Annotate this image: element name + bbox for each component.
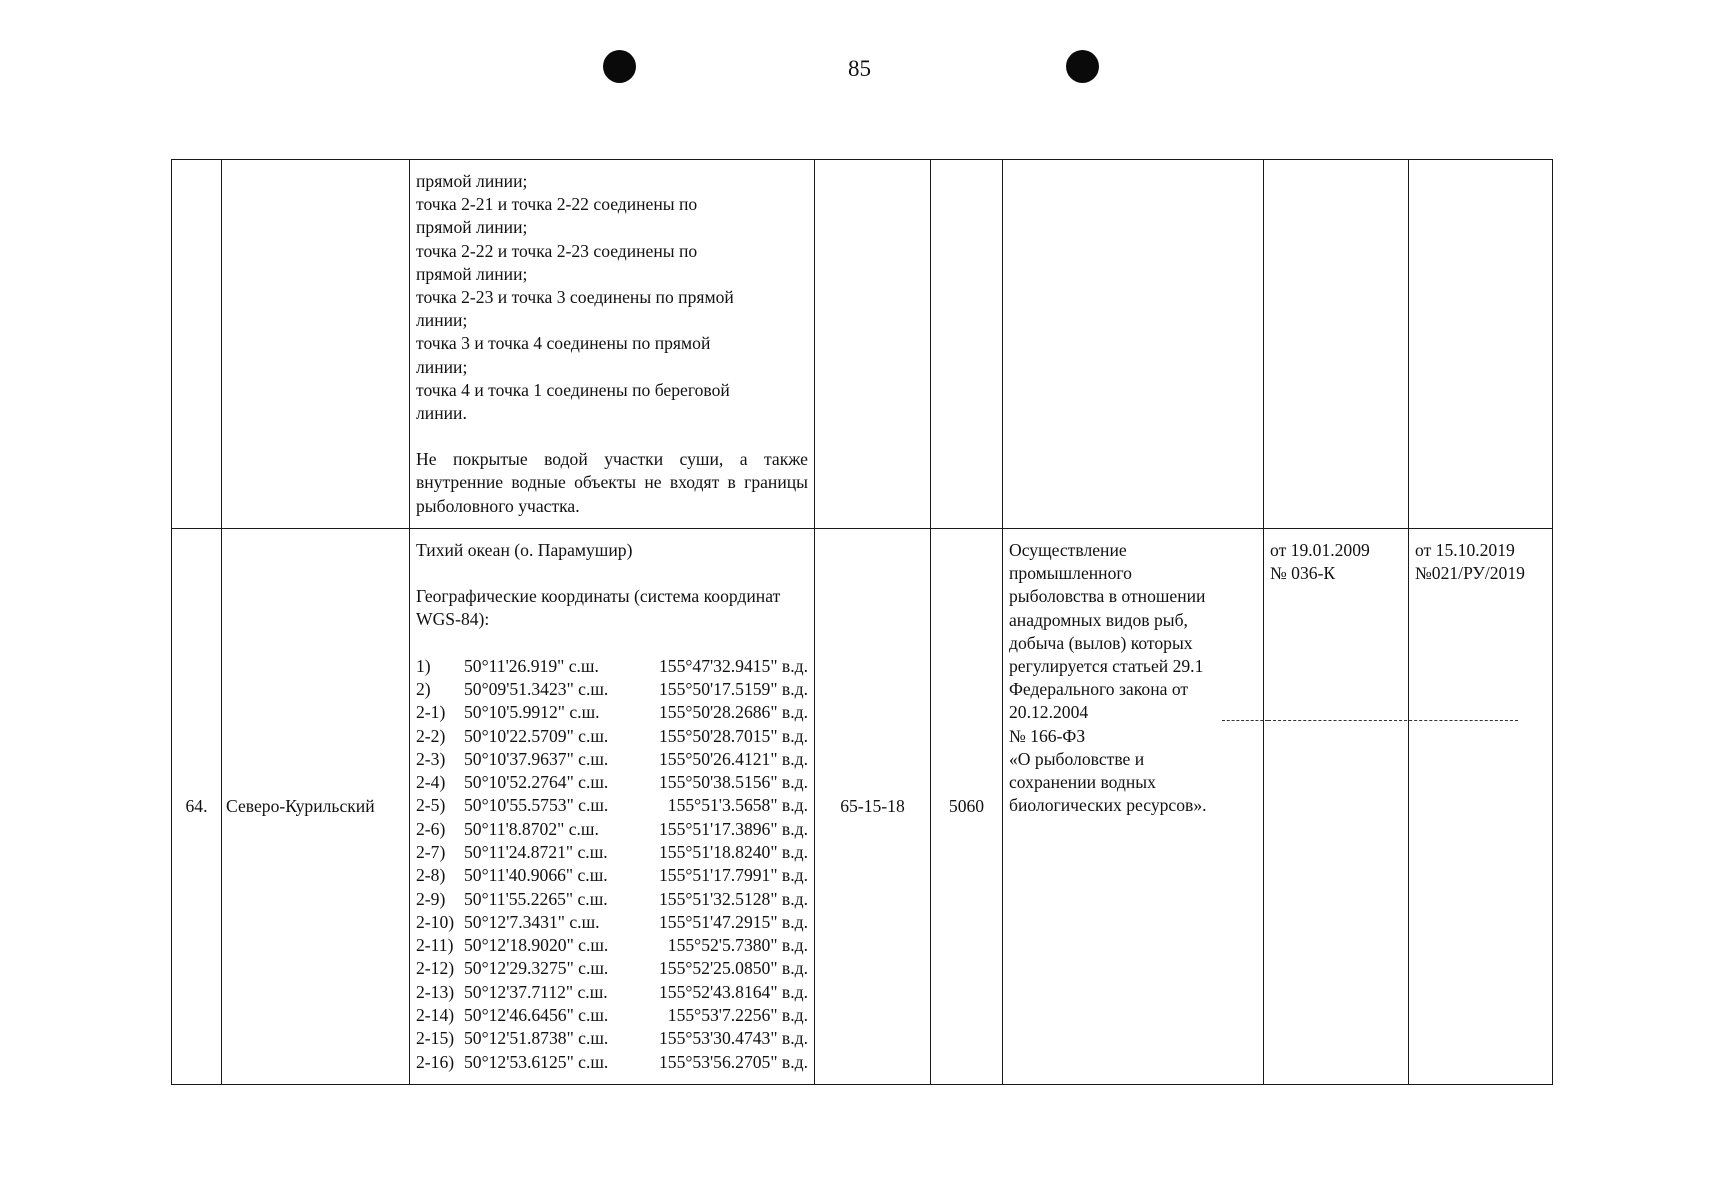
decision-number: № 036-К bbox=[1270, 563, 1336, 584]
coordinate-row bbox=[416, 934, 808, 957]
coordinate-row bbox=[416, 1027, 808, 1050]
table-row-continuation bbox=[172, 160, 1553, 529]
longitude-value: 155°51'18.8240" в.д. bbox=[658, 841, 808, 862]
latitude-value: 50°10'55.5753" с.ш. bbox=[464, 795, 609, 816]
point-label: 1) bbox=[416, 655, 431, 676]
latitude-value: 50°11'8.8702" с.ш. bbox=[464, 818, 599, 839]
purpose-cell bbox=[1003, 529, 1264, 1085]
punch-hole-mark bbox=[1066, 50, 1099, 83]
latitude-value: 50°11'40.9066" с.ш. bbox=[464, 865, 608, 886]
point-label: 2-2) bbox=[416, 725, 446, 746]
latitude-value: 50°10'37.9637" с.ш. bbox=[464, 748, 609, 769]
coordinate-row bbox=[416, 1051, 808, 1074]
point-label: 2-13) bbox=[416, 981, 455, 1002]
point-label: 2-9) bbox=[416, 888, 446, 909]
water-body-name: Тихий океан (о. Парамушир) bbox=[416, 540, 633, 560]
purpose-line: сохранении водных bbox=[1009, 772, 1156, 793]
boundary-line: точка 2-23 и точка 3 соединены по прямой bbox=[416, 287, 734, 308]
point-label: 2-12) bbox=[416, 958, 455, 979]
latitude-value: 50°12'29.3275" с.ш. bbox=[464, 958, 609, 979]
longitude-value: 155°51'17.3896" в.д. bbox=[658, 818, 808, 839]
latitude-value: 50°11'26.919" с.ш. bbox=[464, 655, 599, 676]
point-label: 2-16) bbox=[416, 1051, 455, 1072]
purpose-line: регулируется статьей 29.1 bbox=[1009, 656, 1204, 677]
longitude-value: 155°52'43.8164" в.д. bbox=[658, 981, 808, 1002]
coordinate-row bbox=[416, 981, 808, 1004]
latitude-value: 50°09'51.3423" с.ш. bbox=[464, 678, 609, 699]
agreement-cell bbox=[1409, 160, 1553, 529]
area-cell bbox=[931, 160, 1003, 529]
purpose-line: промышленного bbox=[1009, 563, 1132, 584]
longitude-value: 155°51'3.5658" в.д. bbox=[667, 795, 808, 816]
purpose-line: № 166-ФЗ bbox=[1009, 725, 1086, 746]
table-row bbox=[172, 529, 1553, 1085]
fishing-areas-table bbox=[171, 159, 1553, 1085]
agreement-date: от 15.10.2019 bbox=[1415, 540, 1515, 560]
coordinate-row bbox=[416, 701, 808, 724]
point-label: 2-5) bbox=[416, 795, 446, 816]
purpose-cell bbox=[1003, 160, 1264, 529]
district-name: Северо-Курильский bbox=[222, 529, 410, 1085]
purpose-line: анадромных видов рыб, bbox=[1009, 609, 1188, 630]
coordinate-row bbox=[416, 864, 808, 887]
point-label: 2-1) bbox=[416, 702, 446, 723]
area-size: 5060 bbox=[931, 529, 1003, 1085]
boundary-line: прямой линии; bbox=[416, 217, 528, 238]
latitude-value: 50°10'52.2764" с.ш. bbox=[464, 772, 609, 793]
row-index: 64. bbox=[172, 529, 222, 1085]
latitude-value: 50°11'55.2265" с.ш. bbox=[464, 888, 608, 909]
boundary-lines bbox=[410, 160, 814, 518]
agreement-number: №021/РУ/2019 bbox=[1415, 563, 1525, 584]
purpose-line: «О рыболовстве и bbox=[1009, 748, 1145, 769]
boundary-description-cell bbox=[410, 529, 815, 1085]
latitude-value: 50°12'53.6125" с.ш. bbox=[464, 1051, 609, 1072]
point-label: 2-14) bbox=[416, 1005, 455, 1026]
latitude-value: 50°12'37.7112" с.ш. bbox=[464, 981, 608, 1002]
purpose-line: 20.12.2004 bbox=[1009, 702, 1089, 723]
coordinates-list bbox=[416, 655, 808, 1074]
coordinate-row bbox=[416, 725, 808, 748]
boundary-line: точка 2-22 и точка 2-23 соединены по bbox=[416, 240, 698, 261]
longitude-value: 155°50'26.4121" в.д. bbox=[658, 748, 808, 769]
latitude-value: 50°12'18.9020" с.ш. bbox=[464, 935, 609, 956]
point-label: 2) bbox=[416, 678, 431, 699]
point-label: 2-4) bbox=[416, 772, 446, 793]
scan-dash-mark bbox=[1222, 720, 1268, 721]
purpose-line: рыболовства в отношении bbox=[1009, 586, 1206, 607]
point-label: 2-15) bbox=[416, 1028, 455, 1049]
purpose-line: добыча (вылов) которых bbox=[1009, 632, 1193, 653]
boundary-line: точка 4 и точка 1 соединены по береговой bbox=[416, 379, 730, 400]
longitude-value: 155°52'25.0850" в.д. bbox=[658, 958, 808, 979]
purpose-line: Осуществление bbox=[1009, 540, 1127, 560]
longitude-value: 155°47'32.9415" в.д. bbox=[658, 655, 808, 676]
longitude-value: 155°50'28.2686" в.д. bbox=[658, 702, 808, 723]
point-label: 2-10) bbox=[416, 911, 455, 932]
longitude-value: 155°51'47.2915" в.д. bbox=[658, 911, 808, 932]
purpose-line: биологических ресурсов». bbox=[1009, 795, 1207, 816]
scan-dash-mark bbox=[1268, 720, 1518, 721]
district-cell bbox=[222, 160, 410, 529]
decision-cell bbox=[1264, 160, 1409, 529]
latitude-value: 50°10'5.9912" с.ш. bbox=[464, 702, 600, 723]
coordinate-row bbox=[416, 655, 808, 678]
coordinate-row bbox=[416, 748, 808, 771]
coordinate-row bbox=[416, 678, 808, 701]
coordinate-row bbox=[416, 841, 808, 864]
longitude-value: 155°53'7.2256" в.д. bbox=[667, 1005, 808, 1026]
agreement-cell bbox=[1409, 529, 1553, 1085]
longitude-value: 155°51'17.7991" в.д. bbox=[658, 865, 808, 886]
coordinate-row bbox=[416, 957, 808, 980]
boundary-line: линии. bbox=[416, 403, 467, 424]
coordinate-row bbox=[416, 771, 808, 794]
area-code: 65-15-18 bbox=[815, 529, 931, 1085]
longitude-value: 155°50'28.7015" в.д. bbox=[658, 725, 808, 746]
latitude-value: 50°10'22.5709" с.ш. bbox=[464, 725, 609, 746]
latitude-value: 50°11'24.8721" с.ш. bbox=[464, 841, 608, 862]
boundary-note: Не покрытые водой участки суши, а также внутренние водные объекты не входят в границы рыболовного участка. bbox=[416, 449, 808, 516]
point-label: 2-7) bbox=[416, 841, 446, 862]
longitude-value: 155°53'30.4743" в.д. bbox=[658, 1028, 808, 1049]
page-number: 85 bbox=[848, 56, 871, 81]
coordinate-row bbox=[416, 1004, 808, 1027]
coordinate-row bbox=[416, 794, 808, 817]
coordinates-header: Географические координаты (система координат WGS-84): bbox=[416, 586, 781, 630]
boundary-line: прямой линии; bbox=[416, 171, 528, 191]
latitude-value: 50°12'7.3431" с.ш. bbox=[464, 911, 600, 932]
longitude-value: 155°52'5.7380" в.д. bbox=[667, 935, 808, 956]
boundary-line: прямой линии; bbox=[416, 263, 528, 284]
coordinate-row bbox=[416, 888, 808, 911]
index-cell bbox=[172, 160, 222, 529]
boundary-line: точка 2-21 и точка 2-22 соединены по bbox=[416, 194, 698, 215]
purpose-line: Федерального закона от bbox=[1009, 679, 1189, 700]
decision-date: от 19.01.2009 bbox=[1270, 540, 1370, 560]
code-cell bbox=[815, 160, 931, 529]
point-label: 2-3) bbox=[416, 748, 446, 769]
point-label: 2-11) bbox=[416, 935, 454, 956]
decision-cell bbox=[1264, 529, 1409, 1085]
latitude-value: 50°12'51.8738" с.ш. bbox=[464, 1028, 609, 1049]
coordinate-row bbox=[416, 911, 808, 934]
longitude-value: 155°53'56.2705" в.д. bbox=[658, 1051, 808, 1072]
longitude-value: 155°50'17.5159" в.д. bbox=[658, 678, 808, 699]
boundary-line: линии; bbox=[416, 356, 468, 377]
coordinate-row bbox=[416, 818, 808, 841]
boundary-line: линии; bbox=[416, 310, 468, 331]
longitude-value: 155°51'32.5128" в.д. bbox=[658, 888, 808, 909]
boundary-description-cell bbox=[410, 160, 815, 529]
boundary-line: точка 3 и точка 4 соединены по прямой bbox=[416, 333, 711, 354]
point-label: 2-6) bbox=[416, 818, 446, 839]
latitude-value: 50°12'46.6456" с.ш. bbox=[464, 1005, 609, 1026]
longitude-value: 155°50'38.5156" в.д. bbox=[658, 772, 808, 793]
point-label: 2-8) bbox=[416, 865, 446, 886]
purpose-text bbox=[1003, 529, 1263, 817]
